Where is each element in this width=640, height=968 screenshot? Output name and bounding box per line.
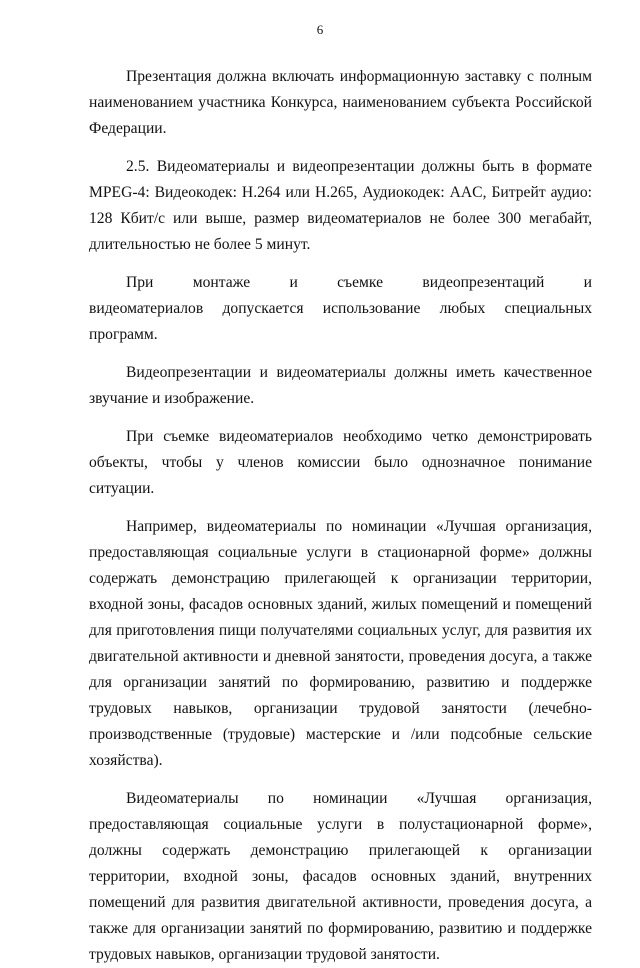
document-body [89,64,592,968]
paragraph-semi-stationary-example: Видеоматериалы по номинации «Лучшая организация, предоставляющая социальные услуги в полустационарной форме», должны содержать демонстрацию прилегающей к организации территории, входной зоны, фасадов основных зданий, внутренних помещений для развития двигательной активности, проведения досуга, а также для организации занятий по формированию, развитию и поддержке трудовых навыков, организации трудовой занятости. [89,790,592,963]
page-number: 6 [316,22,324,37]
paragraph-stationary-example: Например, видеоматериалы по номинации «Лучшая организация, предоставляющая социальные услуги в стационарной форме» должны содержать демонстрацию прилегающей к организации территории, входной зоны, фасадов основных зданий, жилых помещений и помещений для приготовления пищи получателями социальных услуг, для развития их двигательной активности и дневной занятости, проведения досуга, а также для организации занятий по формированию, развитию и поддержке трудовых навыков, организации трудовой занятости (лечебно-производственные (трудовые) мастерские и /или подсобные сельские хозяйства). [89,518,592,769]
paragraph-format-requirements: 2.5. Видеоматериалы и видеопрезентации должны быть в формате MPEG-4: Видеокодек: H.264 или H.265, Аудиокодек: AAC, Битрейт аудио: 128 Кбит/с или выше, размер видеоматериалов не более 300 мегабайт, длительностью не более 5 минут. [89,158,592,253]
paragraph-clarity: При съемке видеоматериалов необходимо четко демонстрировать объекты, чтобы у членов комиссии было однозначное понимание ситуации. [89,428,592,497]
paragraph-quality: Видеопрезентации и видеоматериалы должны иметь качественное звучание и изображение. [89,364,592,407]
paragraph-presentation-intro: Презентация должна включать информационную заставку с полным наименованием участника Конкурса, наименованием субъекта Российской Федерации. [89,68,592,137]
paragraph-editing-software: При монтаже и съемке видеопрезентаций и видеоматериалов допускается использование любых специальных программ. [89,274,592,343]
